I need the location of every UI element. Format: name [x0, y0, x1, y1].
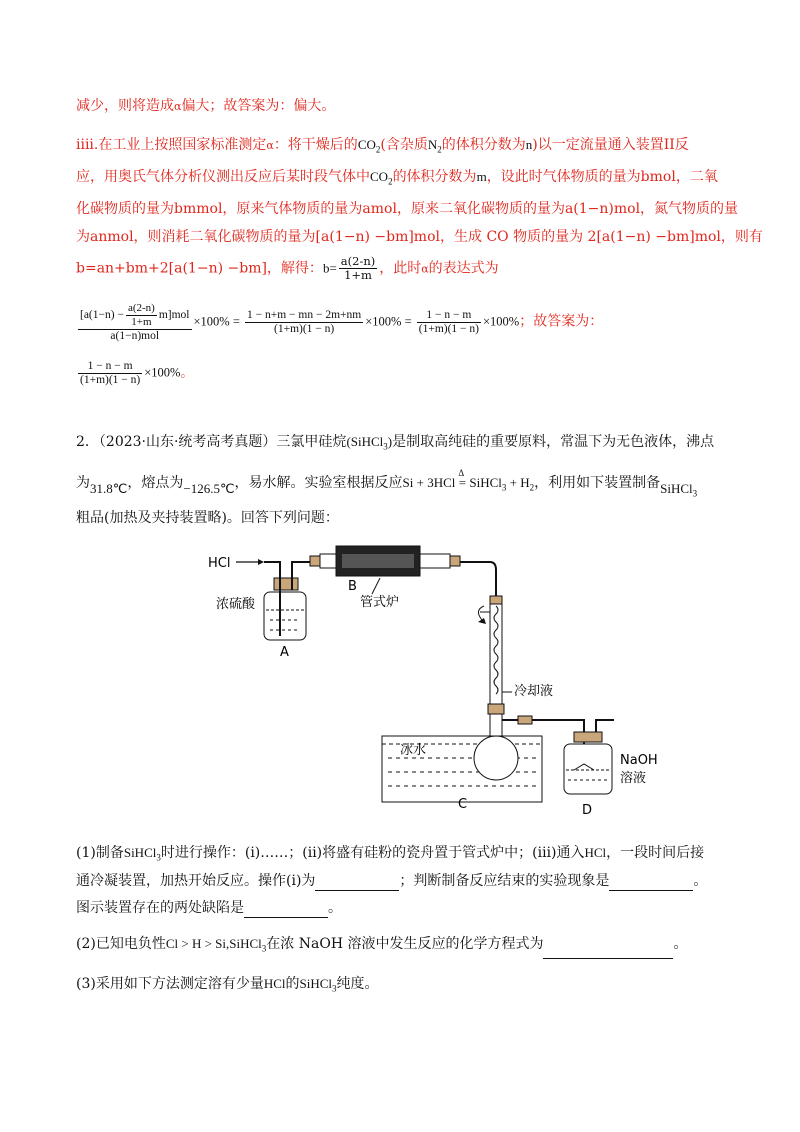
sub: 2: [388, 176, 393, 187]
text: 的体积分数为: [441, 137, 526, 153]
text: 是制取高纯硅的重要原料，常温下为无色液体，沸点: [392, 434, 715, 450]
formula-text: (SiHCl: [346, 434, 384, 449]
reactants: Si + 3HCl: [402, 475, 456, 490]
boiling-point: 31.8℃: [90, 481, 128, 496]
denominator: (1+m)(1 − n): [274, 323, 335, 335]
answer-blank-2[interactable]: [609, 874, 693, 891]
text: 。: [673, 936, 688, 952]
sub: 2: [437, 144, 442, 155]
times: ×100%: [483, 314, 520, 329]
sihcl3-formula: [123, 845, 161, 863]
numerator: a(2-n): [127, 302, 155, 314]
furnace-core: [342, 554, 414, 568]
label-ice: 冰水: [400, 743, 427, 758]
text: ，熔点为: [127, 475, 184, 491]
formula-text: SiHCl: [299, 976, 333, 991]
bottle-d-diagram: [560, 710, 670, 820]
text: ，设此时气体物质的量为bmol，二氧: [486, 169, 718, 185]
text: ，利用如下装置制备: [534, 475, 661, 491]
label-c: C: [458, 797, 468, 810]
answer-blank-1[interactable]: [315, 874, 399, 891]
text: iiii.在工业上按照国家标准测定: [76, 137, 267, 153]
answer-iiii-line-4: 为anmol，则消耗二氧化碳物质的量为[a(1−n) −bm]mol，生成 CO 物质的量为 2[a(1−n) −bm]mol，则有: [76, 229, 763, 245]
tube-cap: [450, 556, 460, 566]
arrowhead: [478, 618, 486, 624]
text: 图示装置存在的两处缺陷是: [76, 900, 244, 916]
s1-line-2: [76, 871, 707, 891]
answer-line-1: [76, 96, 335, 117]
hcl-formula: HCl: [263, 976, 286, 991]
answer-blank-4[interactable]: [543, 942, 673, 959]
sihcl3-formula: [346, 434, 393, 452]
alpha-equation: [76, 302, 603, 343]
reaction-equation: [402, 468, 535, 493]
numerator: 1 − n − m: [78, 360, 142, 374]
formula-text: Cl > H > Si,SiHCl: [165, 936, 262, 951]
heat-arrow: Δ =: [455, 473, 469, 493]
numerator: 1 − n − m: [417, 309, 481, 323]
q2-line-3: 粗品(加热及夹持装置略)。回答下列问题：: [76, 510, 339, 526]
text: 偏大；故答案为：偏大。: [181, 98, 336, 114]
text: 2．（2023·山东·统考高考真题）三氯甲硅烷: [76, 434, 347, 450]
q2-line-1: [76, 432, 714, 457]
fraction-3: [417, 309, 481, 336]
text: )以一定流量通入装置II反: [532, 137, 689, 153]
denominator: a(1−n)mol: [110, 330, 160, 342]
alpha-symbol: α: [266, 139, 274, 152]
text: b=an+bm+2[a(1−n) −bm]，解得：: [76, 260, 323, 277]
numerator: [78, 302, 192, 330]
sub: 2: [375, 144, 381, 155]
co2-formula: [370, 169, 393, 187]
fraction-1: [78, 302, 192, 343]
answer-label: ；故答案为：: [519, 313, 604, 330]
text: 的表达式为: [428, 260, 499, 277]
stopper-d: [574, 732, 602, 742]
q2-line-2: [76, 468, 698, 499]
sub: 3: [383, 441, 388, 452]
alpha-symbol: α: [174, 100, 182, 113]
electronegativity-formula: [165, 936, 267, 954]
sub: 3: [156, 852, 161, 863]
round-flask: [474, 736, 518, 780]
label-naoh: NaOH: [620, 753, 658, 768]
n2-text: N: [427, 137, 438, 152]
sihcl3-formula: [299, 976, 337, 994]
sub: 3: [261, 943, 267, 954]
var-m: m: [476, 169, 487, 184]
num-part: [a(1−n) −: [80, 309, 124, 322]
label-solution: 溶液: [620, 771, 647, 786]
text: 在浓 NaOH 溶液中发生反应的化学方程式为: [266, 936, 544, 952]
inner-fraction: [126, 302, 157, 329]
co2-text: CO: [370, 169, 389, 184]
var-n: n: [525, 137, 533, 152]
answer-blank-3[interactable]: [244, 901, 328, 918]
stopper-a: [274, 578, 298, 590]
answer-iiii-line-5: [76, 255, 499, 282]
sub: 3: [332, 983, 337, 994]
text: (1)制备: [76, 845, 124, 861]
b-eq: b=: [322, 260, 337, 276]
apparatus-diagram: [200, 540, 560, 810]
s1-line-3: [76, 898, 342, 918]
s2-line: [76, 934, 687, 959]
text: (2)已知电负性: [76, 936, 166, 952]
answer-iiii-line-1: [76, 135, 689, 160]
text: 的: [285, 976, 300, 992]
coolant-arrow: [478, 606, 484, 620]
text: ，易水解。实验室根据反应: [234, 475, 403, 491]
times: ×100% =: [193, 314, 240, 329]
joint: [490, 596, 502, 604]
s1-line-1: [76, 843, 704, 868]
label-a: A: [280, 645, 289, 660]
leader-line: [372, 578, 380, 594]
delta-symbol: Δ: [458, 468, 465, 478]
text: 的体积分数为: [392, 169, 477, 185]
label-furnace: 管式炉: [360, 595, 400, 610]
text: 时进行操作：(ⅰ)……；(ⅱ)将盛有硅粉的瓷舟置于管式炉中；(ⅲ)通入: [160, 845, 585, 861]
text: 为: [76, 475, 90, 491]
denominator: (1+m)(1 − n): [418, 323, 479, 335]
n2-formula: [427, 137, 442, 155]
period: 。: [180, 365, 193, 380]
numerator: a(2-n): [340, 254, 376, 268]
formula-text: SiHCl: [123, 845, 157, 860]
joint: [518, 716, 532, 724]
sihcl3-formula: [660, 481, 698, 499]
fraction-4: [78, 360, 142, 387]
text: 通冷凝装置，加热开始反应。操作(ⅰ)为: [76, 873, 316, 889]
label-d: D: [582, 803, 593, 818]
text: ，一段时间后接: [606, 845, 705, 861]
answer-iiii-line-2: [76, 167, 718, 192]
answer-iiii-line-3: 化碳物质的量为bmmol，原来气体物质的量为amol，原来二氧化碳物质的量为a(1−n)mol，氮气物质的量: [76, 201, 739, 217]
label-hcl: HCl: [208, 556, 231, 571]
label-coolant: 冷却液: [514, 684, 554, 699]
formula-text: ): [387, 434, 393, 449]
times: ×100%: [144, 365, 181, 380]
bottle-d: [564, 744, 612, 794]
co2-text: CO: [357, 137, 376, 152]
acid-liquid: [266, 610, 304, 638]
text: (3)采用如下方法测定溶有少量: [76, 976, 264, 992]
label-acid: 浓硫酸: [216, 597, 256, 612]
label-b: B: [348, 579, 357, 594]
numerator: 1 − n+m − mn − 2m+nm: [247, 309, 362, 321]
product: + H: [506, 475, 530, 490]
s3-line: [76, 974, 379, 999]
co2-formula: [357, 137, 381, 155]
joint: [488, 704, 504, 714]
text: 应，用奥氏气体分析仪测出反应后某时段气体中: [76, 169, 370, 185]
text: 。: [328, 900, 342, 916]
tube-cap: [310, 556, 320, 566]
connecting-tube: [460, 562, 496, 600]
fraction-2: [245, 309, 363, 336]
sub: 3: [501, 482, 507, 493]
denominator: 1+m: [344, 268, 372, 282]
text: 减少，则将造成: [76, 98, 174, 114]
final-answer: [76, 360, 193, 387]
fraction-b: [339, 255, 377, 282]
melting-point: −126.5℃: [183, 481, 235, 496]
denominator: 1+m: [131, 316, 152, 328]
product: SiHCl: [469, 475, 502, 490]
arrowhead: [258, 559, 264, 565]
text: ；判断制备反应结束的实验现象是: [399, 873, 610, 889]
sub: 2: [529, 482, 535, 493]
formula-text: SiHCl: [660, 481, 693, 496]
text: 。: [693, 873, 708, 889]
sub: 3: [692, 488, 698, 499]
text: (含杂质: [380, 137, 428, 153]
text: 纯度。: [336, 976, 379, 992]
denominator: (1+m)(1 − n): [80, 374, 141, 386]
text: ：将干燥后的: [273, 137, 358, 153]
times: ×100% =: [365, 314, 412, 329]
hcl-formula: HCl: [584, 845, 607, 860]
alpha-symbol: α: [421, 262, 429, 276]
num-part: m]mol: [158, 309, 190, 322]
text: ，此时: [379, 260, 422, 277]
